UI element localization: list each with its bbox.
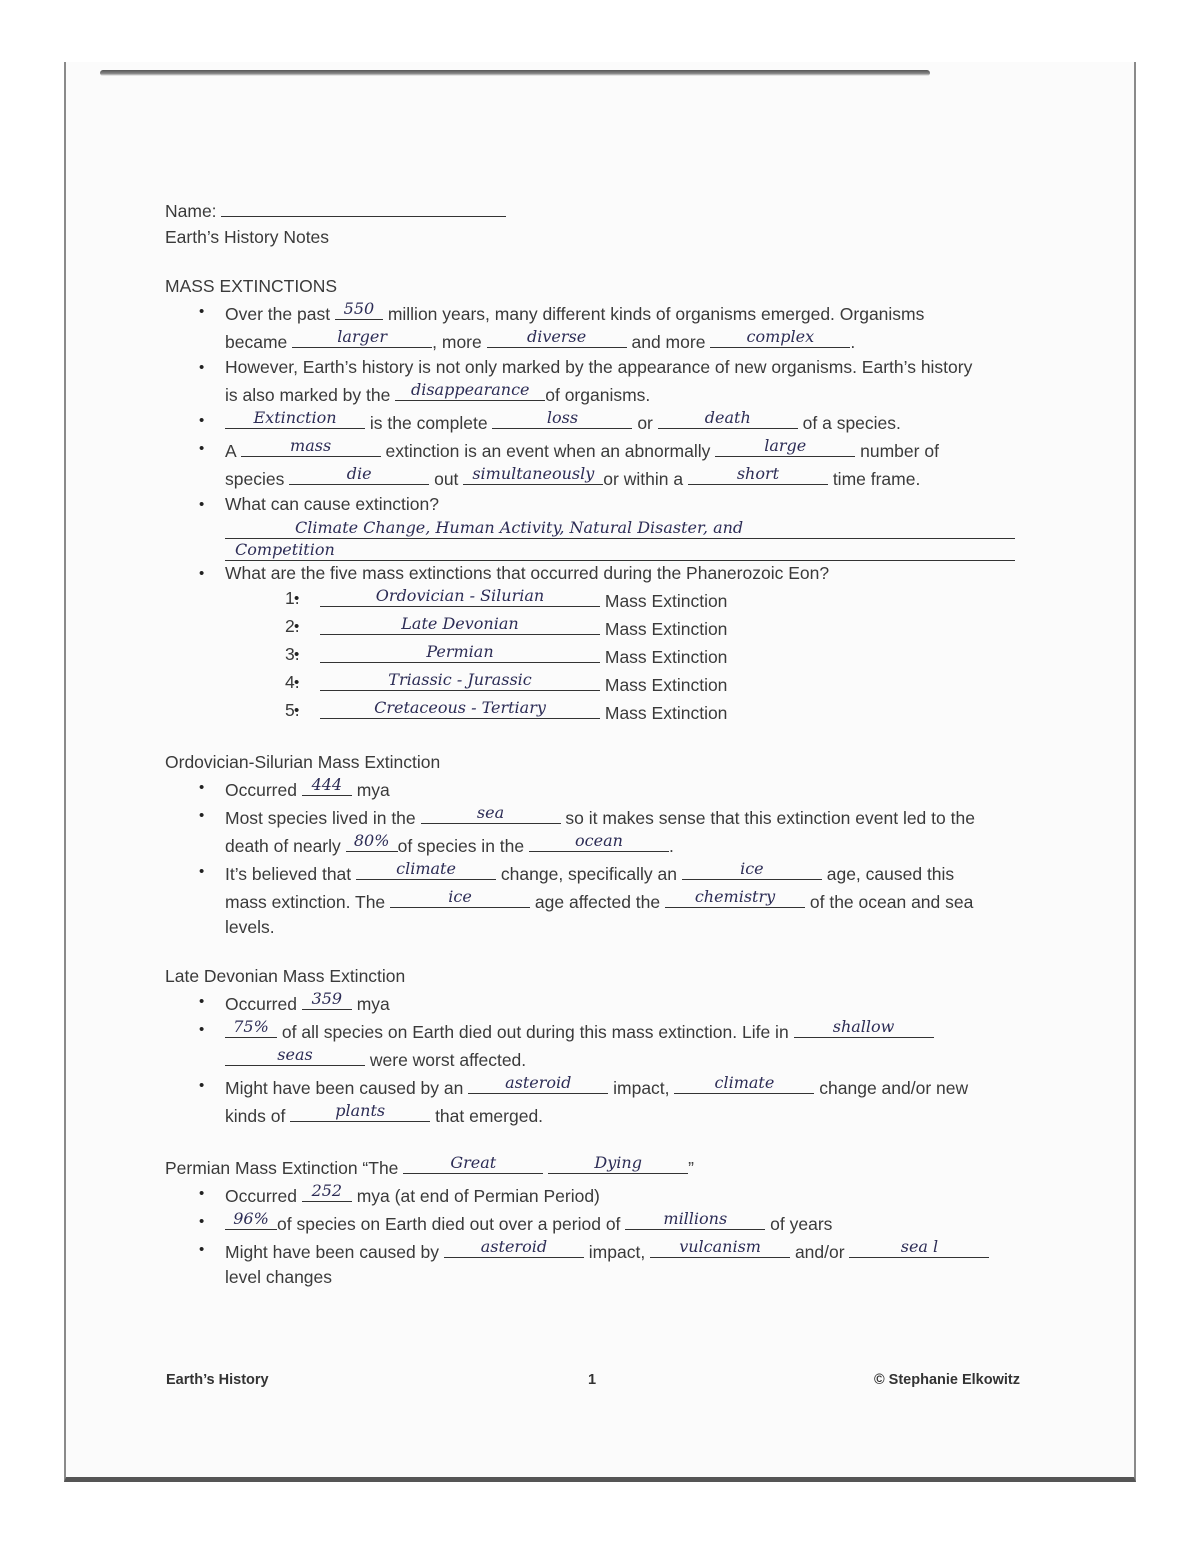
- answer-blank[interactable]: sea: [421, 803, 561, 824]
- answer-blank[interactable]: simultaneously: [463, 464, 603, 485]
- answer-blank[interactable]: mass: [241, 436, 381, 457]
- answer-blank[interactable]: vulcanism: [650, 1237, 790, 1258]
- list-item: • 1. Ordovician - Silurian Mass Extinction: [320, 586, 1045, 614]
- answer-blank[interactable]: ice: [390, 887, 530, 908]
- list-item: • A mass extinction is an event when an abnormally large number of species die out simultaneously or within a short time frame.: [225, 436, 1045, 492]
- five-extinctions-list: [225, 586, 1045, 726]
- section-title-devonian: Late Devonian Mass Extinction: [165, 966, 406, 986]
- answer-blank[interactable]: larger: [292, 327, 432, 348]
- answer-blank[interactable]: short: [688, 464, 828, 485]
- list-item: • 75% of all species on Earth died out during this mass extinction. Life in shallow seas were worst affected.: [225, 1017, 1045, 1073]
- answer-blank[interactable]: 75%: [225, 1017, 277, 1038]
- paper-edge: [100, 70, 930, 76]
- answer-blank[interactable]: complex: [710, 327, 850, 348]
- answer-blank[interactable]: 444: [302, 775, 352, 796]
- list-item: • Over the past 550 million years, many different kinds of organisms emerged. Organisms became larger , more diverse and more complex .: [225, 299, 1045, 355]
- copyright: © Stephanie Elkowitz: [873, 1372, 1020, 1388]
- list-item: • 3. Permian Mass Extinction: [320, 642, 1045, 670]
- answer-blank[interactable]: Late Devonian: [320, 614, 600, 635]
- name-blank[interactable]: [221, 216, 506, 217]
- answer-blank[interactable]: die: [289, 464, 429, 485]
- answer-blank[interactable]: Great: [403, 1153, 543, 1174]
- answer-blank[interactable]: 80%: [346, 831, 398, 852]
- answer-blank[interactable]: disappearance: [395, 380, 545, 401]
- answer-blank[interactable]: asteroid: [444, 1237, 584, 1258]
- list-item: • Might have been caused by asteroid impact, vulcanism and/or sea l level changes: [225, 1237, 1045, 1290]
- list-item: • 96% of species on Earth died out over a period of millions of years: [225, 1209, 1045, 1237]
- list-item: • However, Earth’s history is not only marked by the appearance of new organisms. Earth’s history is also marked by the disappearance of organisms.: [225, 355, 1045, 408]
- list-item: • Might have been caused by an asteroid impact, climate change and/or new kinds of plants that emerged.: [225, 1073, 1045, 1129]
- list-item: • 2. Late Devonian Mass Extinction: [320, 614, 1045, 642]
- answer-blank[interactable]: ocean: [529, 831, 669, 852]
- answer-line[interactable]: Competition: [225, 539, 1015, 561]
- answer-blank[interactable]: Extinction: [225, 408, 365, 429]
- name-row: Name:: [165, 198, 1045, 224]
- answer-blank[interactable]: plants: [290, 1101, 430, 1122]
- list-item: • Extinction is the complete loss or death of a species.: [225, 408, 1045, 436]
- answer-blank[interactable]: Dying: [548, 1153, 688, 1174]
- answer-blank[interactable]: 96%: [225, 1209, 277, 1230]
- footer-title: Earth’s History: [166, 1372, 269, 1388]
- list-item: • It’s believed that climate change, specifically an ice age, caused this mass extinction. The ice age affected the chemistry of the ocean and sea levels.: [225, 859, 1045, 940]
- list-item: • Occurred 252 mya (at end of Permian Period): [225, 1181, 1045, 1209]
- answer-blank[interactable]: chemistry: [665, 887, 805, 908]
- answer-blank[interactable]: large: [715, 436, 855, 457]
- ordovician-list: [165, 775, 1045, 940]
- mass-extinctions-list: [165, 299, 1045, 726]
- worksheet: [165, 198, 1045, 1290]
- answer-blank[interactable]: climate: [356, 859, 496, 880]
- list-item: • Most species lived in the sea so it makes sense that this extinction event led to the death of nearly 80% of species in the ocean .: [225, 803, 1045, 859]
- answer-blank[interactable]: sea l: [849, 1237, 989, 1258]
- devonian-list: [165, 989, 1045, 1129]
- page-title: Earth’s History Notes: [165, 227, 330, 247]
- answer-blank[interactable]: millions: [625, 1209, 765, 1230]
- list-item: • Occurred 359 mya: [225, 989, 1045, 1017]
- section-title-mass-extinctions: MASS EXTINCTIONS: [165, 276, 338, 296]
- answer-blank[interactable]: 550: [335, 299, 383, 320]
- answer-blank[interactable]: Cretaceous - Tertiary: [320, 698, 600, 719]
- answer-blank[interactable]: ice: [682, 859, 822, 880]
- answer-blank[interactable]: shallow: [794, 1017, 934, 1038]
- answer-blank[interactable]: climate: [674, 1073, 814, 1094]
- answer-blank[interactable]: Ordovician - Silurian: [320, 586, 600, 607]
- answer-blank[interactable]: Triassic - Jurassic: [320, 670, 600, 691]
- answer-blank[interactable]: asteroid: [468, 1073, 608, 1094]
- list-item: • What are the five mass extinctions that occurred during the Phanerozoic Eon? • 1. Ordovician - Silurian Mass Extinction • 2. Late Devonian Mass Extinction • 3. Permian Mass Extinction • 4. Triassic - Jurassic Mass Extinction • 5. Cretaceous - Tertiary Mass Extinction: [225, 561, 1045, 726]
- answer-blank[interactable]: 252: [302, 1181, 352, 1202]
- answer-blank[interactable]: loss: [492, 408, 632, 429]
- answer-blank[interactable]: diverse: [487, 327, 627, 348]
- permian-list: [165, 1181, 1045, 1290]
- answer-blank[interactable]: seas: [225, 1045, 365, 1066]
- answer-blank[interactable]: death: [658, 408, 798, 429]
- page-number: 1: [588, 1372, 597, 1388]
- list-item: • What can cause extinction? Climate Change, Human Activity, Natural Disaster, and Competition: [225, 492, 1045, 561]
- section-title-permian: Permian Mass Extinction “The Great Dying ”: [165, 1153, 694, 1178]
- section-title-ordovician: Ordovician-Silurian Mass Extinction: [165, 752, 441, 772]
- answer-blank[interactable]: 359: [302, 989, 352, 1010]
- list-item: • Occurred 444 mya: [225, 775, 1045, 803]
- answer-line[interactable]: Climate Change, Human Activity, Natural Disaster, and: [225, 517, 1015, 539]
- list-item: • 4. Triassic - Jurassic Mass Extinction: [320, 670, 1045, 698]
- list-item: • 5. Cretaceous - Tertiary Mass Extinction: [320, 698, 1045, 726]
- answer-blank[interactable]: Permian: [320, 642, 600, 663]
